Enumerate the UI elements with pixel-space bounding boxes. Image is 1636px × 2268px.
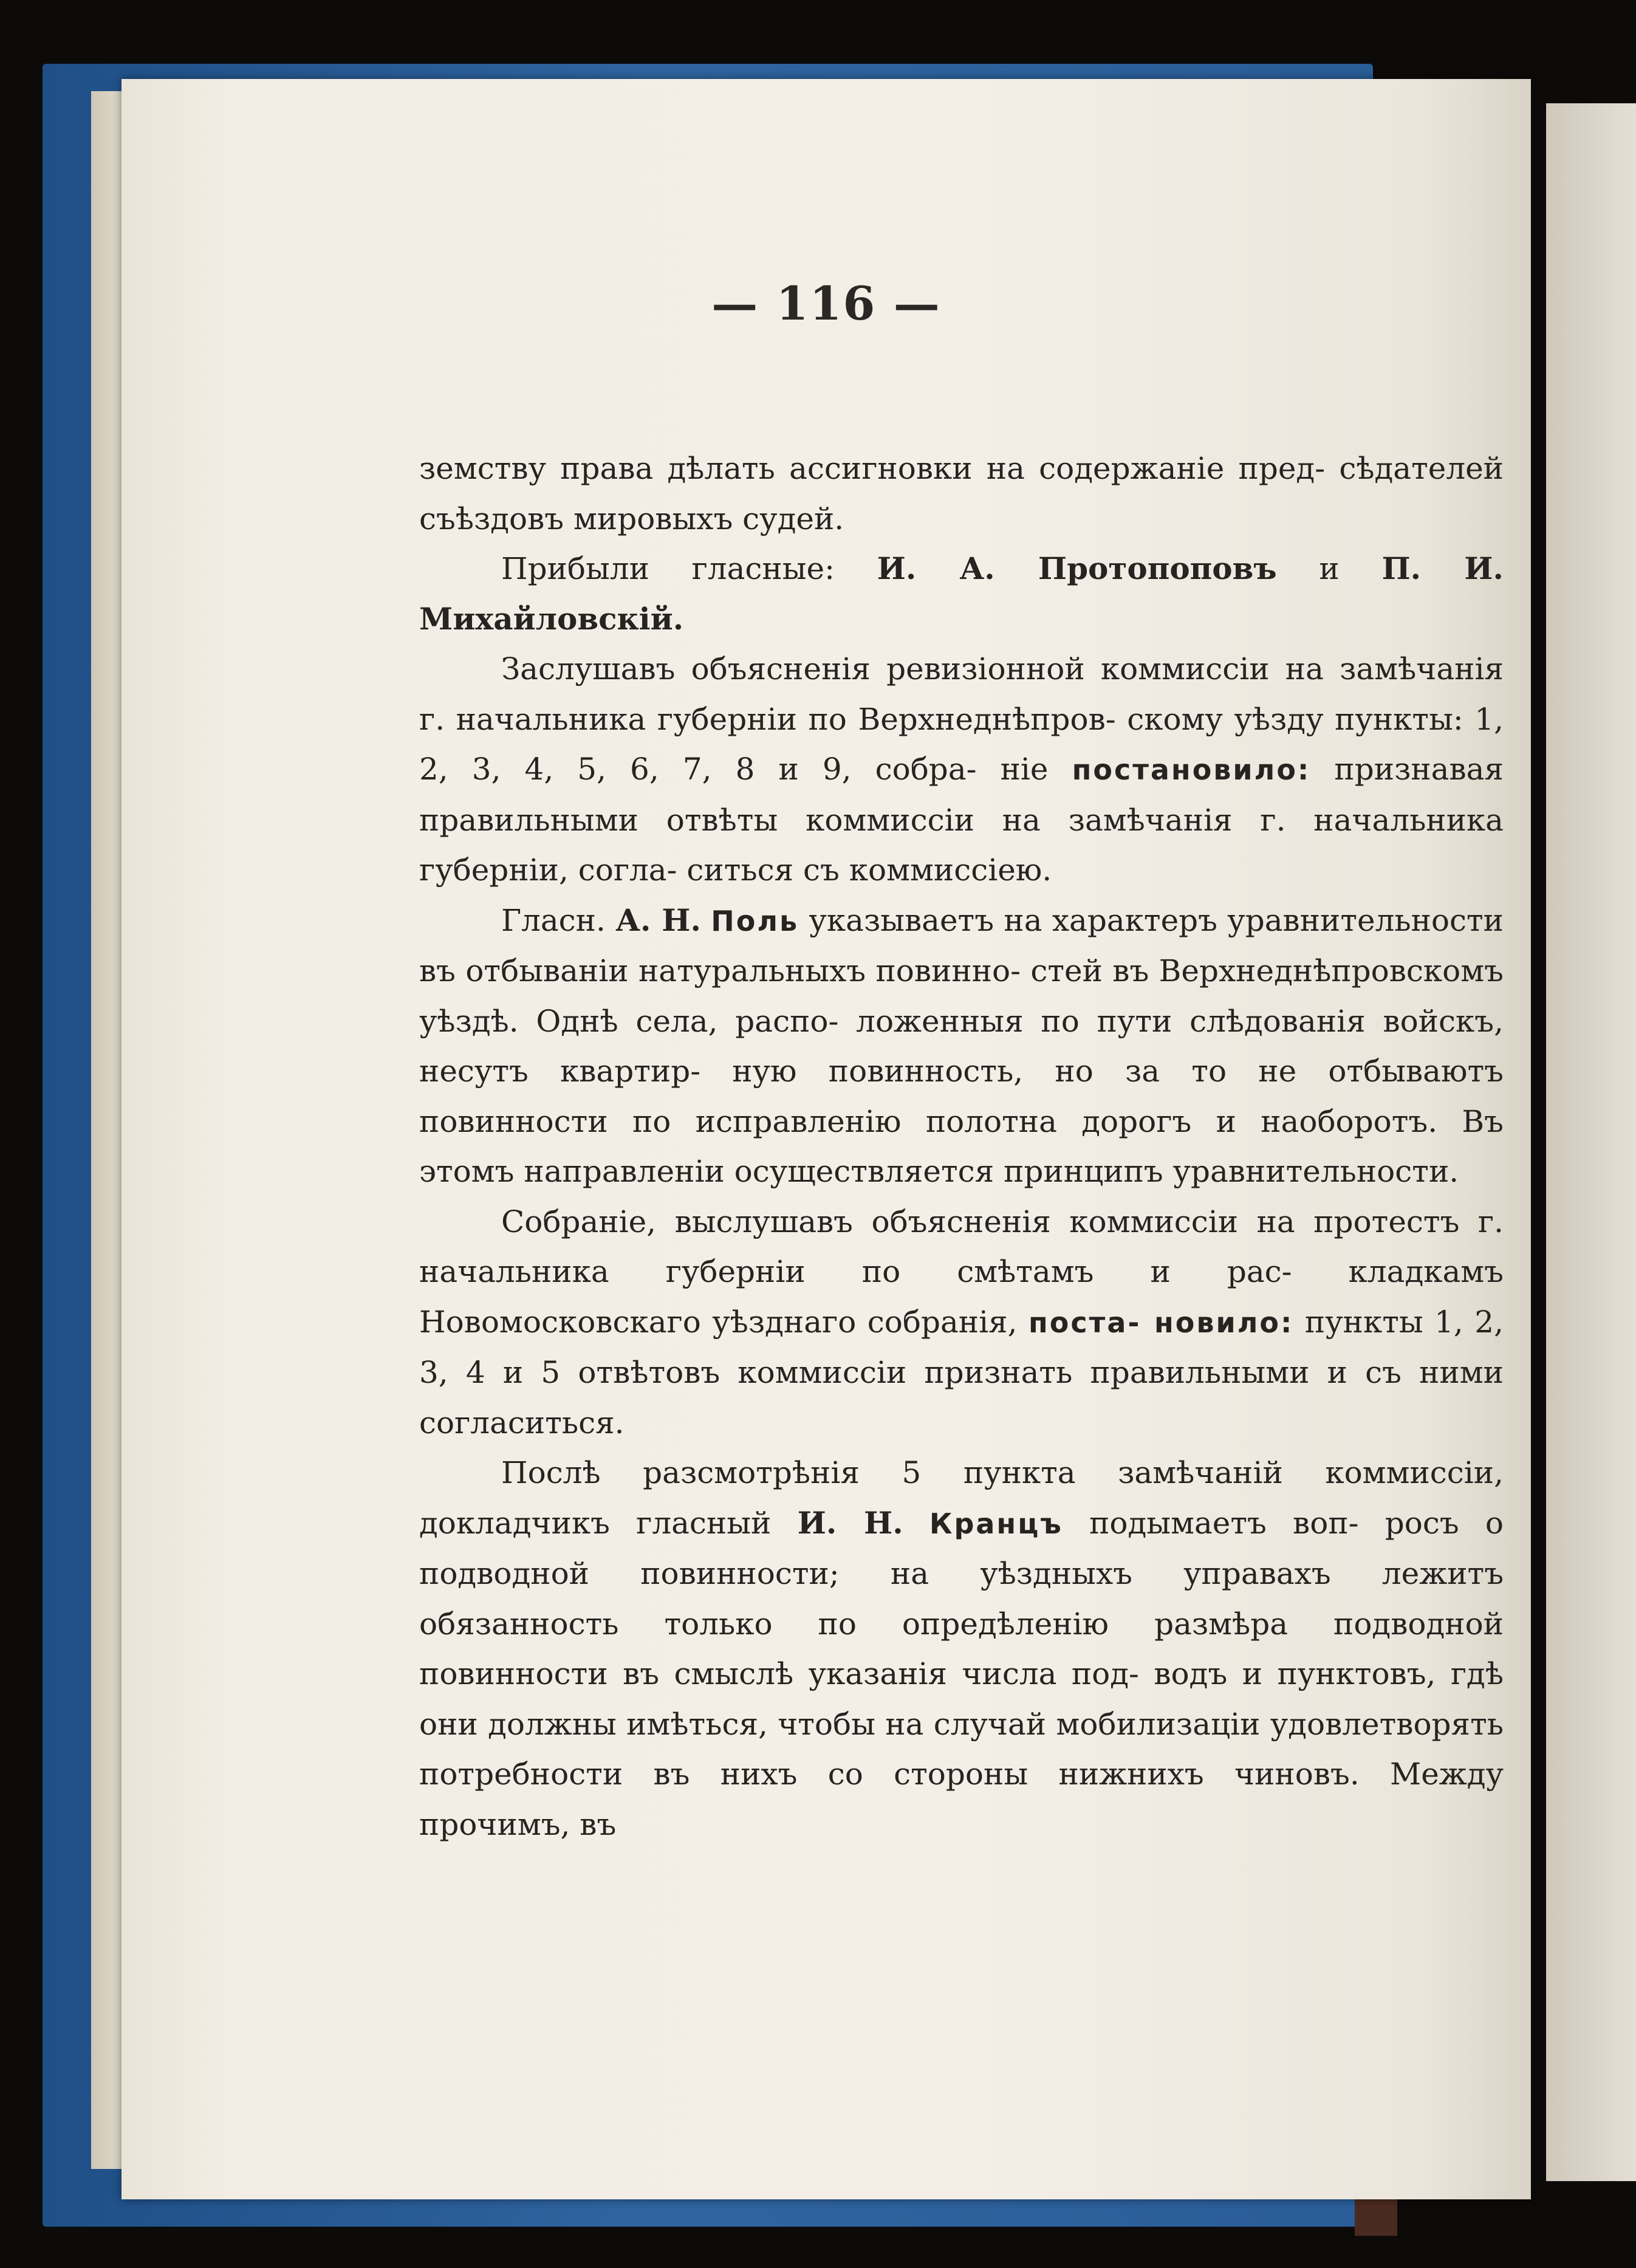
paragraph-assembly (419, 1197, 1504, 1448)
book-page (122, 79, 1531, 2199)
speaker-surname: Кранцъ (929, 1507, 1063, 1540)
paragraph-lead: Прибыли гласные: (501, 551, 835, 586)
paragraph-speaker (419, 896, 1504, 1197)
next-page-edge (1546, 103, 1636, 2181)
resolved-word: постановило: (1072, 753, 1311, 786)
page-number: — 116 — (711, 276, 941, 331)
paragraph-text: земству права дѣлать ассигновки на содержаніе пред- сѣдателей съѣздовъ мировыхъ судей. (419, 451, 1504, 536)
member-name: П. И. Михайловскій. (419, 550, 1504, 637)
paragraph-arrivals (419, 544, 1504, 644)
paragraph-text: Заслушавъ объясненія ревизіонной коммиссіи на замѣчанія г. начальника губерніи по Верхнеднѣпров- скому уѣзду пункты: 1, 2, 3, 4, 5, 6, 7, 8 и 9, собра- ніе (419, 651, 1504, 787)
paragraph-text: Послѣ разсмотрѣнія 5 пункта замѣчаній коммиссіи, докладчикъ гласный (419, 1455, 1504, 1541)
paragraph-text: признавая правильными отвѣты коммиссіи на замѣчанія г. начальника губерніи, согла- ситься съ коммиссіею. (419, 752, 1504, 888)
paragraph-text: указываетъ на характеръ уравнительности въ отбываніи натуральныхъ повинно- стей въ Верхнеднѣпровскомъ уѣздѣ. Однѣ села, распо- ложенныя по пути слѣдованія войскъ, несутъ квартир- ную повинность, но за то не отбываютъ повинности по исправленію полотна дорогъ и наоборотъ. Въ этомъ направленіи осуществляется принципъ уравнительности. (419, 902, 1504, 1189)
conjunction: и (1319, 551, 1340, 586)
paragraph-text: подымаетъ воп- росъ о подводной повинности; на уѣздныхъ управахъ лежитъ обязанность только по опредѣленію размѣра подводной повинности въ смыслѣ указанія числа под- водъ и пунктовъ, гдѣ они должны имѣться, чтобы на случай мобилизаціи удовлетворять потребности въ нихъ со стороны нижнихъ чиновъ. Между прочимъ, въ (419, 1505, 1504, 1842)
page-text (419, 444, 1504, 1849)
paragraph-text: Собраніе, выслушавъ объясненія коммиссіи на протестъ г. начальника губерніи по смѣтамъ и рас- кладкамъ Новомосковскаго уѣзднаго собранія, (419, 1204, 1504, 1340)
speaker-initials: И. Н. (797, 1504, 903, 1541)
paragraph-lead: Гласн. (501, 902, 606, 938)
speaker-surname: Поль (711, 904, 799, 937)
paragraph-text: пункты 1, 2, 3, 4 и 5 отвѣтовъ коммиссіи признать правильными и съ ними согласиться. (419, 1304, 1504, 1441)
member-name: И. А. Протопоповъ (877, 550, 1277, 586)
resolved-word: поста- новило: (1028, 1306, 1294, 1339)
speaker-initials: А. Н. (615, 902, 701, 938)
paragraph-resolution (419, 644, 1504, 896)
paragraph-continued (419, 444, 1504, 544)
paragraph-rapporteur (419, 1448, 1504, 1849)
